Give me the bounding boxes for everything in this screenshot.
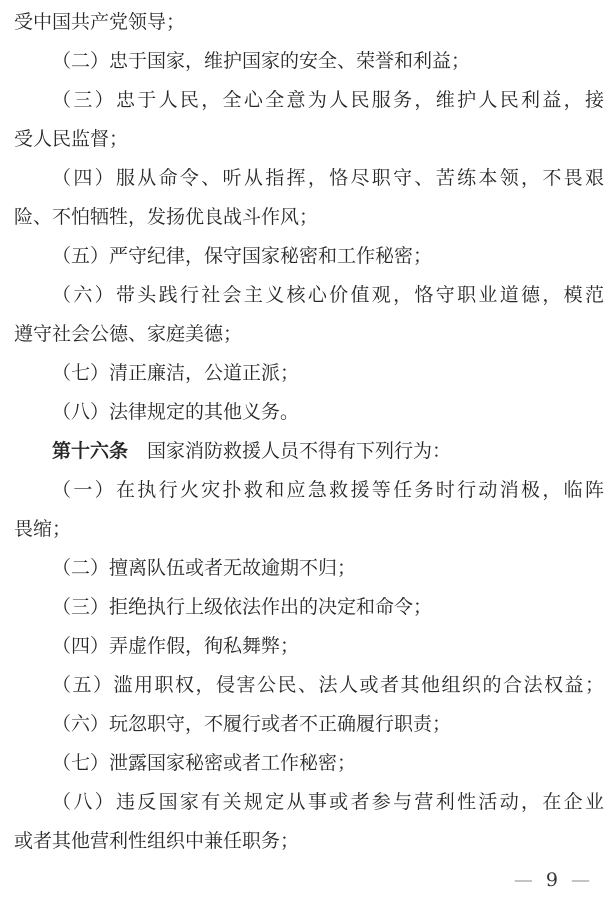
text-line: （四）弄虚作假，徇私舞弊； (52, 635, 300, 657)
text-line: （四）服从命令、听从指挥，恪尽职守、苦练本领，不畏艰 (52, 167, 604, 189)
text-line: 畏缩； (14, 518, 72, 540)
footer-dash-left: — (513, 871, 533, 889)
article-heading-text: 国家消防救援人员不得有下列行为： (147, 440, 452, 462)
text-line: （五）滥用职权，侵害公民、法人或者其他组织的合法权益； (52, 674, 604, 696)
text-line: （七）清正廉洁，公道正派； (52, 362, 300, 384)
page-number: 9 (545, 869, 558, 891)
text-line: 险、不怕牺牲，发扬优良战斗作风； (14, 206, 319, 228)
text-line: （一）在执行火灾扑救和应急救援等任务时行动消极，临阵 (52, 479, 604, 501)
text-line: （二）忠于国家，维护国家的安全、荣誉和利益； (52, 50, 471, 72)
text-line: （七）泄露国家秘密或者工作秘密； (52, 752, 357, 774)
document-body (14, 3, 604, 861)
text-line: （八）违反国家有关规定从事或者参与营利性活动，在企业 (52, 791, 604, 813)
text-line: 遵守社会公德、家庭美德； (14, 323, 243, 345)
text-line: （二）擅离队伍或者无故逾期不归； (52, 557, 357, 579)
text-line: 受人民监督； (14, 128, 129, 150)
text-line: （三）拒绝执行上级依法作出的决定和命令； (52, 596, 433, 618)
text-line: （五）严守纪律，保守国家秘密和工作秘密； (52, 245, 433, 267)
text-line: 或者其他营利性组织中兼任职务； (14, 830, 300, 852)
article-heading-line (14, 432, 604, 471)
text-line: 受中国共产党领导； (14, 11, 186, 33)
text-line: （八）法律规定的其他义务。 (52, 401, 300, 423)
text-line: （三）忠于人民，全心全意为人民服务，维护人民利益，接 (52, 89, 604, 111)
page-footer (514, 867, 590, 893)
footer-dash-right: — (571, 871, 590, 889)
text-line: （六）带头践行社会主义核心价值观，恪守职业道德，模范 (52, 284, 604, 306)
text-line: （六）玩忽职守，不履行或者不正确履行职责； (52, 713, 452, 735)
article-number-label: 第十六条 (52, 440, 129, 462)
